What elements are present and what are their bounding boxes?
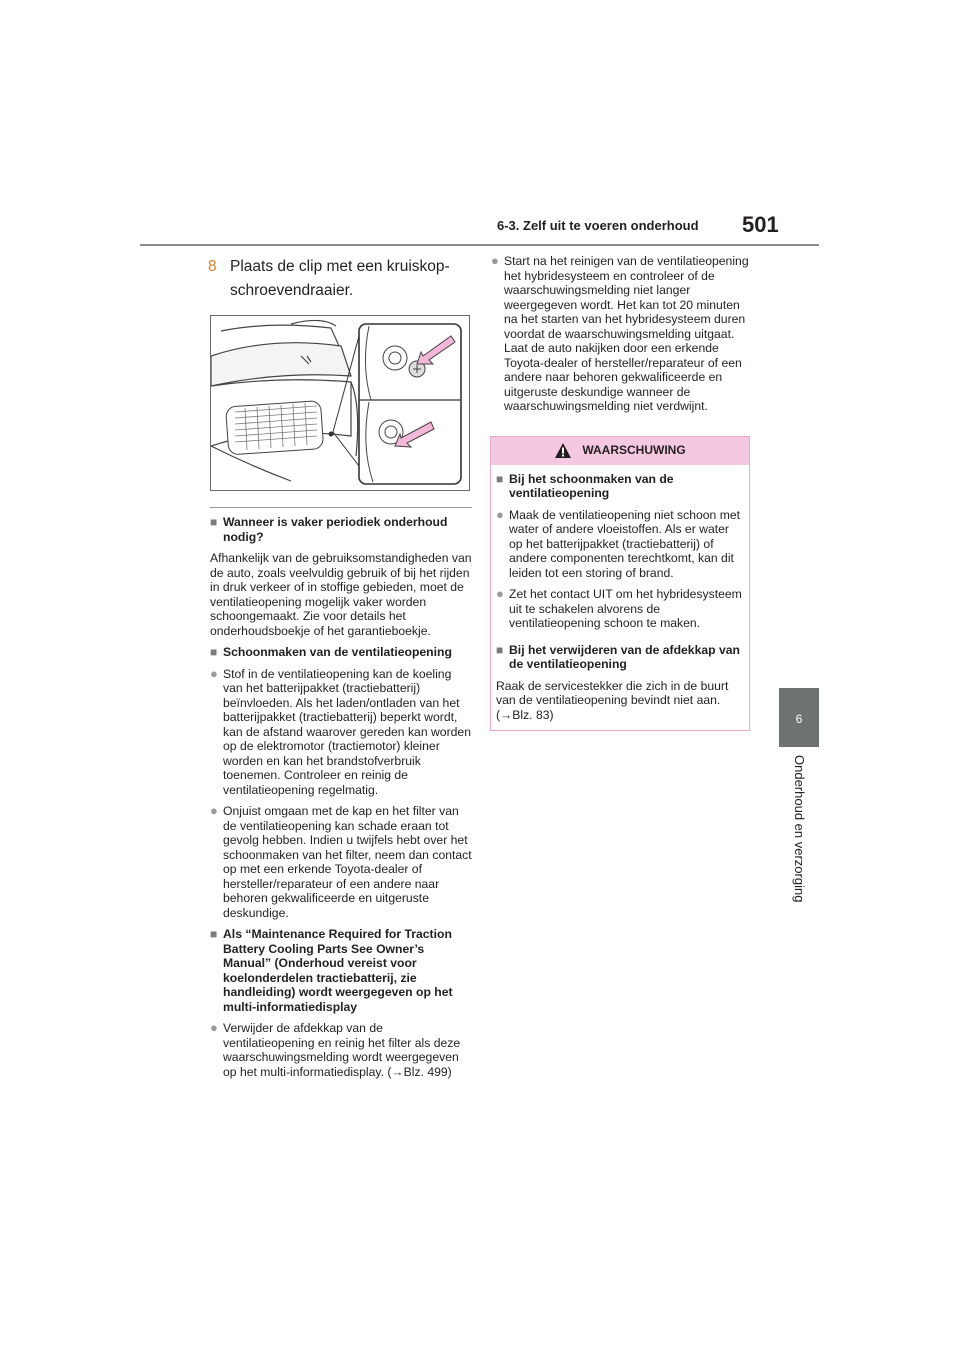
heading-text: Als “Maintenance Required for Traction Battery Cooling Parts See Owner’s Manual” (Onderhoud vereist voor koelonderdelen tractiebatterij, zie handleiding) wordt weergegeven op het multi-informatiedisplay: [223, 927, 453, 1014]
list-item: ● Stof in de ventilatieopening kan de koeling van het batterijpakket (tractiebatterij) beïnvloeden. Als het laden/ontladen van het batterijpakket (tractiebatterij) beperkt wordt, kan de afstand waarover gereden kan worden op de elektromotor (tractiemotor) kleiner worden en kan het brandstofverbruik toenemen. Controleer en reinig de ventilatieopening regelmatig.: [210, 665, 471, 797]
section-divider: [210, 507, 472, 508]
warning-header: [491, 437, 749, 465]
step-number: 8: [208, 258, 217, 275]
list-item: ● Zet het contact UIT om het hybridesysteem uit te schakelen alvorens de ventilatieopening schoon te maken.: [496, 586, 742, 630]
circle-bullet-icon: ●: [496, 586, 504, 601]
square-bullet-icon: ■: [496, 642, 504, 657]
page-number: 501: [742, 212, 779, 237]
chapter-label: Onderhoud en verzorging: [792, 755, 807, 903]
circle-bullet-icon: ●: [210, 665, 218, 681]
warning-body: [491, 472, 749, 731]
warning-title: WAARSCHUWING: [582, 443, 686, 458]
header-divider: [140, 244, 819, 246]
warning-heading-cover: [496, 643, 743, 672]
square-bullet-icon: ■: [210, 645, 218, 659]
right-column: [491, 250, 751, 731]
heading-maintenance-frequency: [210, 515, 472, 544]
left-column: [210, 255, 472, 1079]
step-8: [208, 255, 472, 303]
paragraph: Afhankelijk van de gebruiksomstandigheden van de auto, zoals veelvuldig gebruik of bij het rijden in druk verkeer of in stoffige gebieden, moet de ventilatieopening mogelijk vaker worden schoongemaakt. Zie voor details het onderhoudsboekje of het garantieboekje.: [210, 551, 472, 638]
list-item: ● Onjuist omgaan met de kap en het filter van de ventilatieopening kan schade eraan tot gevolg hebben. Indien u twijfels hebt over het schoonmaken van het filter, neem dan contact op met een erkende Toyota-dealer of hersteller/reparateur of een andere naar behoren gekwalificeerde en uitgeruste deskundige.: [210, 803, 472, 920]
square-bullet-icon: ■: [496, 471, 504, 486]
heading-text: Bij het verwijderen van de afdekkap van de ventilatieopening: [509, 642, 740, 671]
list-item: ● Start na het reinigen van de ventilatieopening het hybridesysteem en controleer of de waarschuwingsmelding niet langer weergegeven wordt. Het kan tot 20 minuten na het starten van het hybridesysteem duren voordat de waarschuwingsmelding uitgaat. Laat de auto nakijken door een erkende Toyota-dealer of hersteller/reparateur of een andere naar behoren gekwalificeerde en uitgeruste deskundige wanneer de waarschuwingsmelding niet verdwijnt.: [491, 253, 749, 413]
heading-text: Wanneer is vaker periodiek onderhoud nodig?: [223, 515, 448, 544]
heading-text: Bij het schoonmaken van de ventilatieopening: [509, 471, 674, 500]
heading-text: Schoonmaken van de ventilatieopening: [223, 645, 452, 659]
circle-bullet-icon: ●: [496, 506, 504, 522]
list-item: ● Verwijder de afdekkap van de ventilatieopening en reinig het filter als deze waarschuwingsmelding wordt weergegeven op het multi-informatiedisplay. (→Blz. 499): [210, 1020, 461, 1079]
warning-heading-cleaning: [496, 472, 743, 501]
chapter-number: 6: [795, 712, 803, 726]
circle-bullet-icon: ●: [491, 253, 499, 268]
warning-triangle-icon: [554, 442, 572, 459]
vent-illustration-svg: [211, 316, 469, 490]
list-item: ● Maak de ventilatieopening niet schoon met water of andere vloeistoffen. Als er water op het batterijpakket (tractiebatterij) of andere componenten terechtkomt, kan dit leiden tot een storing of brand.: [496, 506, 741, 580]
heading-cleaning-vent: [210, 645, 472, 660]
warning-box: [490, 436, 750, 732]
circle-bullet-icon: ●: [210, 803, 218, 818]
section-title: 6-3. Zelf uit te voeren onderhoud: [497, 218, 699, 233]
square-bullet-icon: ■: [210, 927, 218, 941]
paragraph: Raak de servicestekker die zich in de buurt van de ventilatieopening bevindt niet aan. (→Blz. 83): [496, 678, 729, 722]
heading-maintenance-message: [210, 927, 472, 1014]
clip-illustration: [210, 315, 470, 491]
step-text: Plaats de clip met een kruiskop-schroevendraaier.: [230, 258, 450, 299]
circle-bullet-icon: ●: [210, 1020, 218, 1035]
square-bullet-icon: ■: [210, 515, 218, 529]
